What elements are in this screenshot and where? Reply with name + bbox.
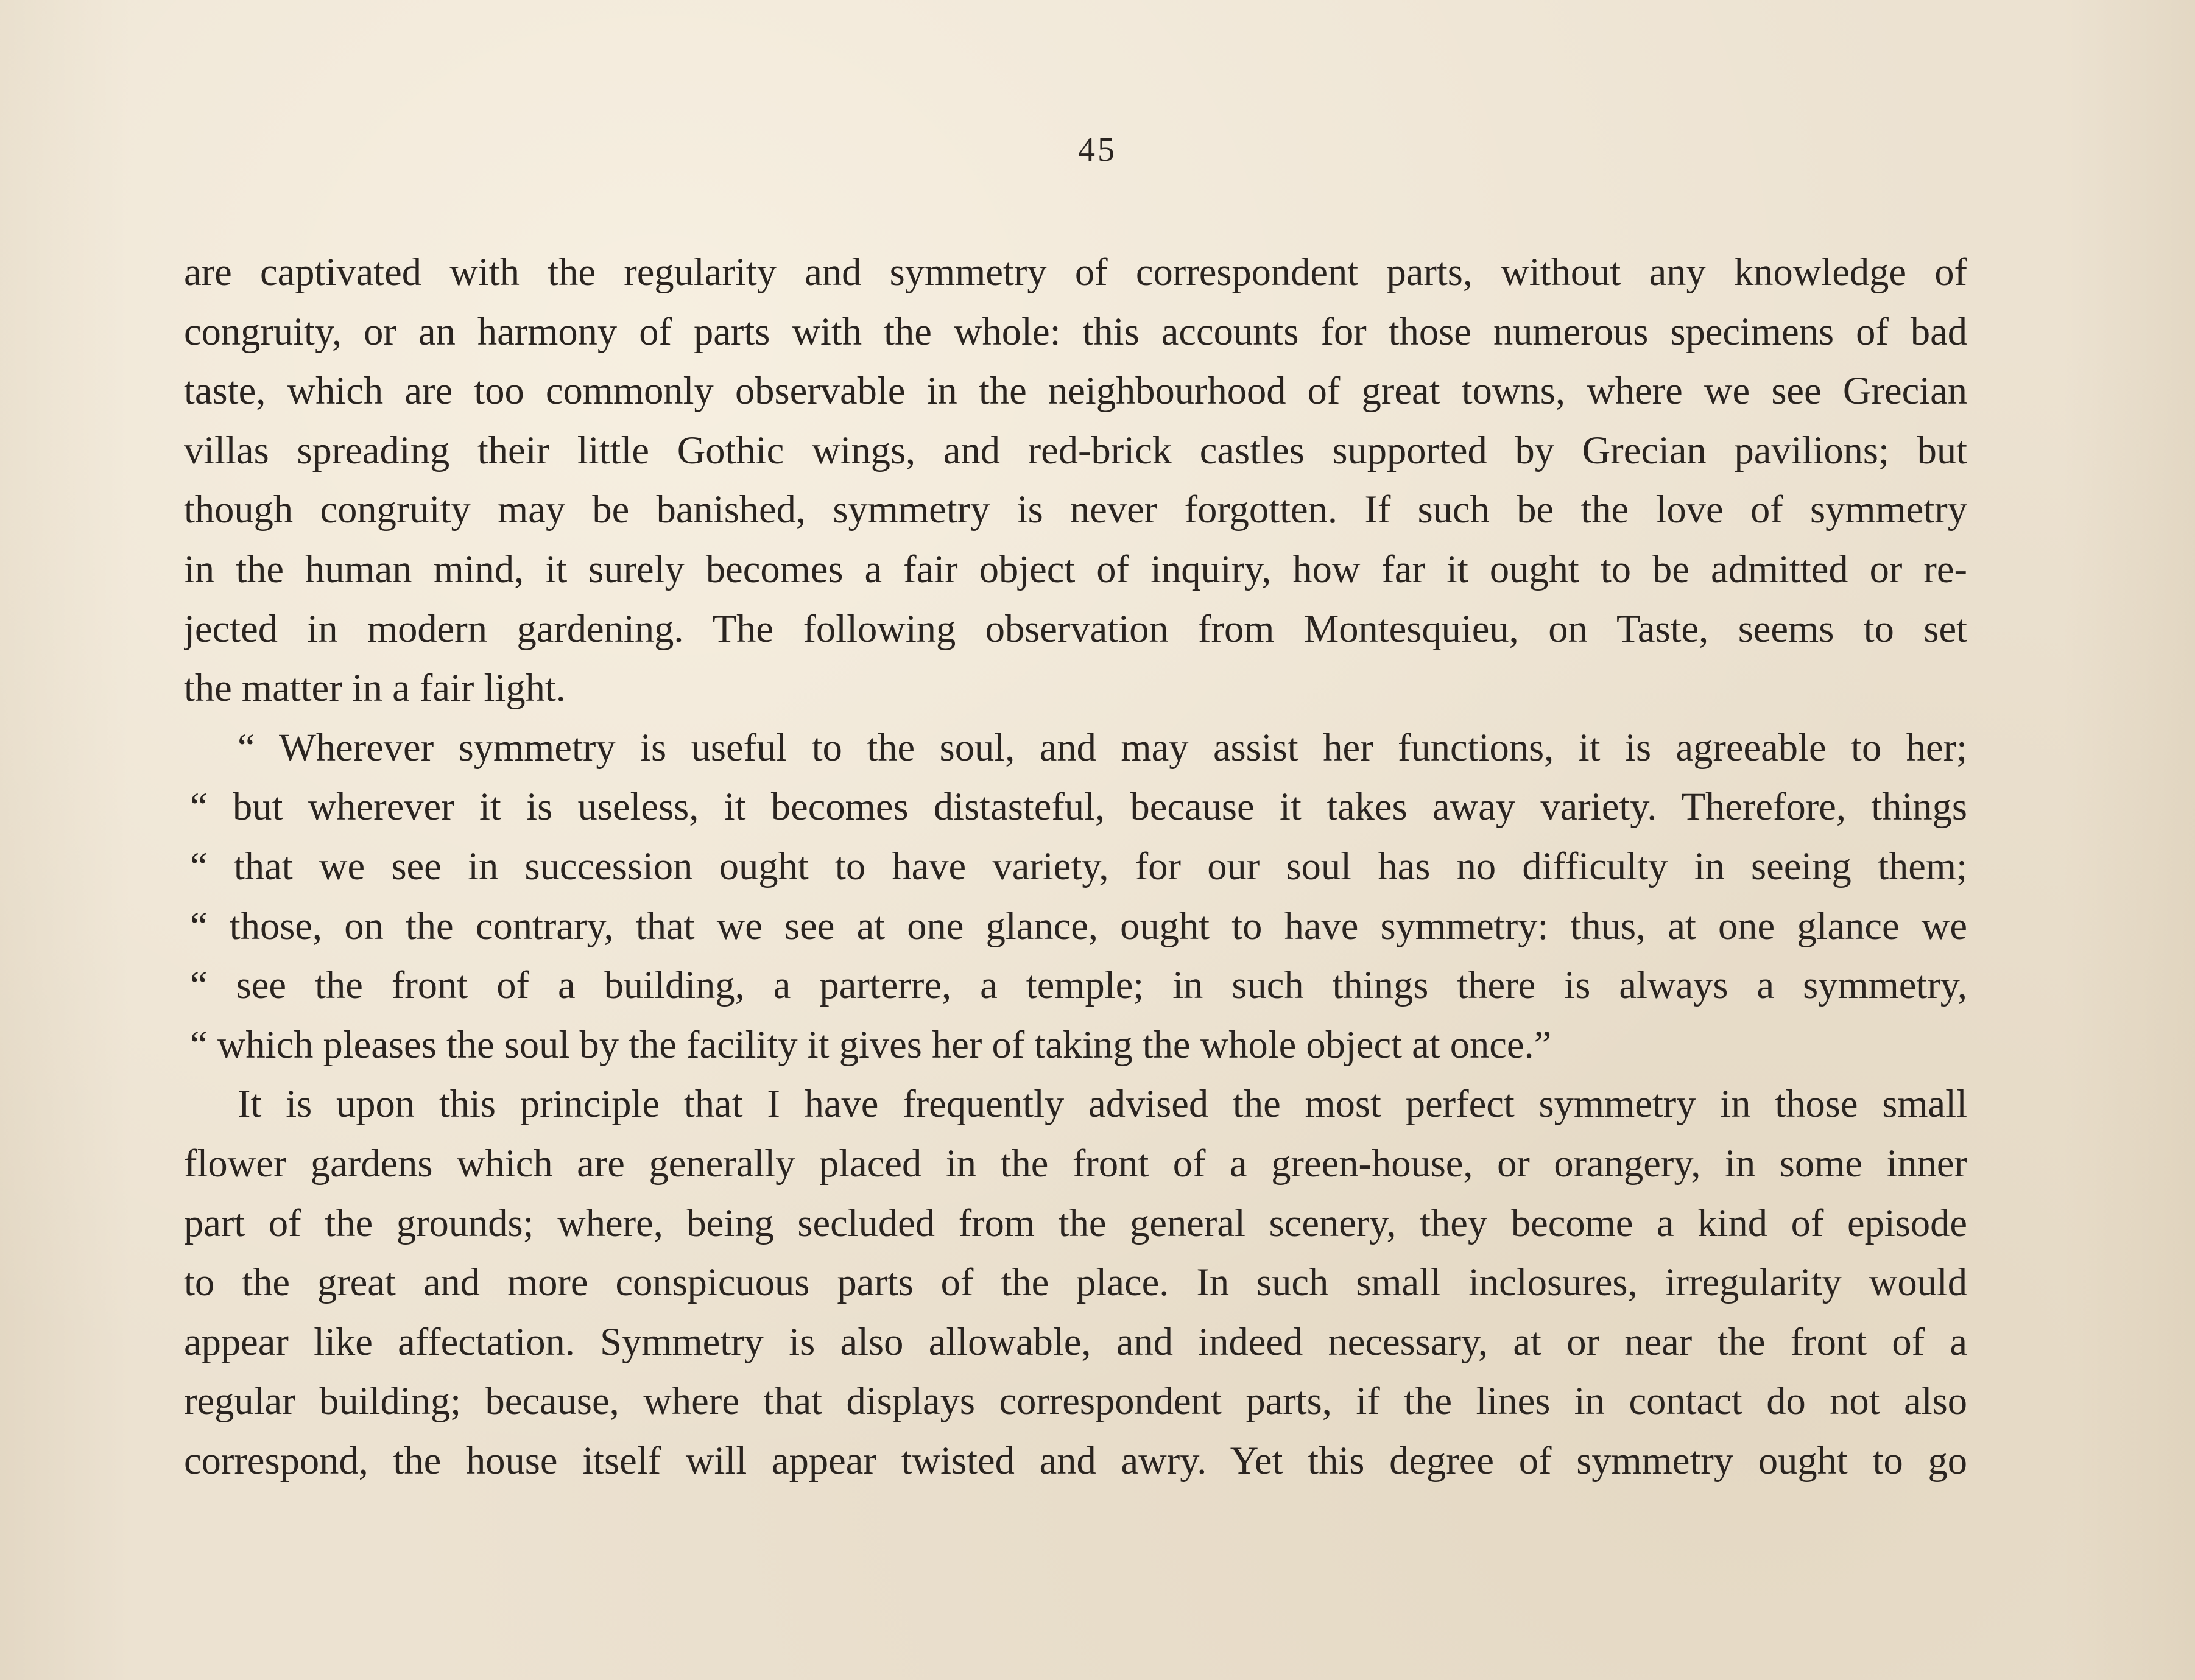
text-line: correspond, the house itself will appear twisted and awry. Yet this degree of symmetry ought to go — [184, 1438, 1967, 1482]
quote-line: “ that we see in succession ought to have variety, for our soul has no difficulty in seeing them; — [190, 844, 1967, 888]
text-line: the matter in a fair light. — [184, 666, 566, 710]
text-line: regular building; because, where that displays correspondent parts, if the lines in contact do not also — [184, 1379, 1967, 1423]
text-line: congruity, or an harmony of parts with the whole: this accounts for those numerous specimens of bad — [184, 309, 1967, 353]
text-line: It is upon this principle that I have frequently advised the most perfect symmetry in those small — [238, 1082, 1967, 1126]
text-line: villas spreading their little Gothic wings, and red-brick castles supported by Grecian pavilions; but — [184, 428, 1967, 472]
quote-line: “ which pleases the soul by the facility it gives her of taking the whole object at once.” — [190, 1022, 1552, 1066]
paragraph-1 — [184, 242, 1967, 718]
text-line: to the great and more conspicuous parts of the place. In such small inclosures, irregularity would — [184, 1260, 1967, 1304]
text-line: flower gardens which are generally placed in the front of a green-house, or orangery, in some inner — [184, 1141, 1967, 1185]
text-line: taste, which are too commonly observable in the neighbourhood of great towns, where we see Grecian — [184, 369, 1967, 413]
quote-line: “ but wherever it is useless, it becomes distasteful, because it takes away variety. Therefore, things — [190, 785, 1967, 829]
text-line: jected in modern gardening. The following observation from Montesquieu, on Taste, seems to set — [184, 606, 1967, 650]
quote-line: “ Wherever symmetry is useful to the soul, and may assist her functions, it is agreeable to her; — [238, 725, 1967, 769]
text-line: in the human mind, it surely becomes a fair object of inquiry, how far it ought to be admitted or re- — [184, 547, 1967, 591]
text-line: appear like affectation. Symmetry is also allowable, and indeed necessary, at or near the front of a — [184, 1320, 1967, 1363]
quotation-paragraph — [184, 718, 1967, 1075]
text-line: though congruity may be banished, symmetry is never forgotten. If such be the love of symmetry — [184, 488, 1967, 532]
paragraph-3 — [184, 1074, 1967, 1490]
text-line: are captivated with the regularity and symmetry of correspondent parts, without any knowledge of — [184, 250, 1967, 293]
page-number: 45 — [1078, 131, 1117, 169]
body-text — [184, 242, 1967, 1490]
text-line: part of the grounds; where, being secluded from the general scenery, they become a kind of episode — [184, 1201, 1967, 1245]
quote-line: “ those, on the contrary, that we see at one glance, ought to have symmetry: thus, at one glance we — [190, 904, 1967, 947]
quote-line: “ see the front of a building, a parterre, a temple; in such things there is always a symmetry, — [190, 963, 1967, 1007]
